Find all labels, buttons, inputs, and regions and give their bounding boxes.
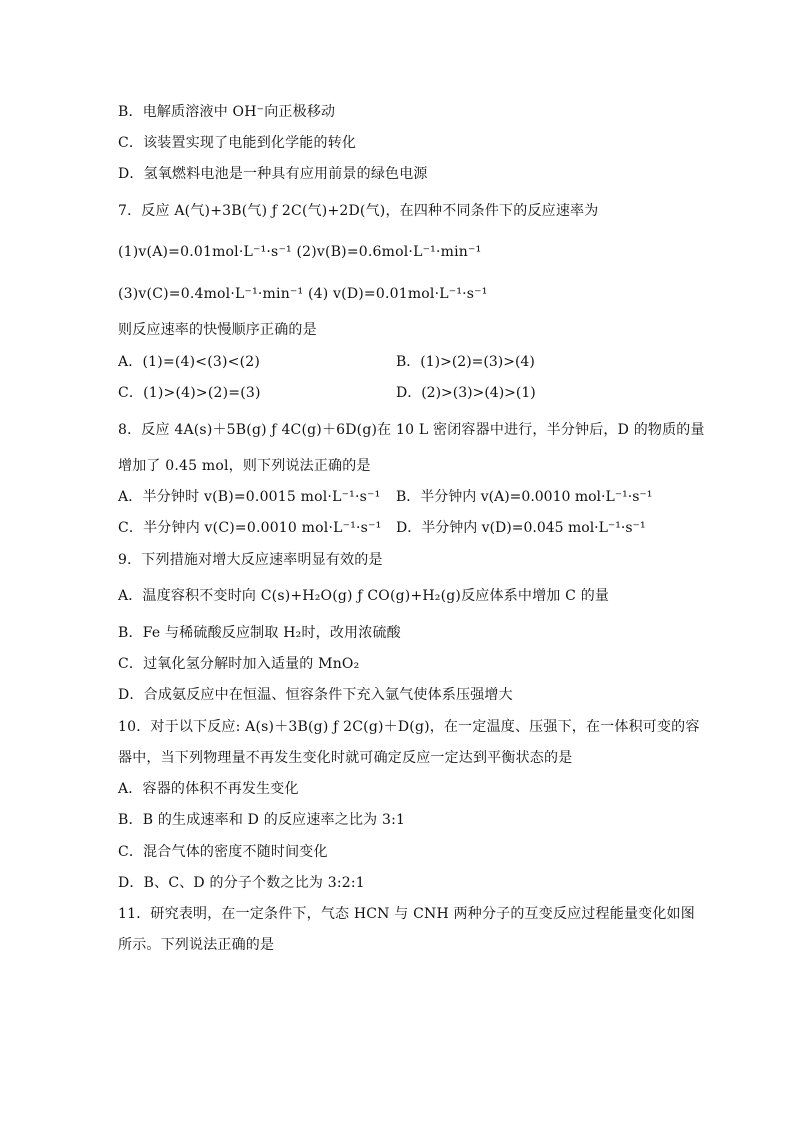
q8-option-c: C．半分钟内 v(C)=0.0010 mol·L⁻¹·s⁻¹ [118, 520, 382, 536]
q8-option-b: B．半分钟内 v(A)=0.0010 mol·L⁻¹·s⁻¹ [396, 489, 653, 505]
q7-option-a: A．(1)=(4)<(3)<(2) [118, 354, 261, 370]
q7-rates-line-1: (1)v(A)=0.01mol·L⁻¹·s⁻¹ (2)v(B)=0.6mol·L⁻¹·min⁻¹ [118, 244, 482, 260]
q7-stem: 7．反应 A(气)+3B(气) ƒ 2C(气)+2D(气)，在四种不同条件下的反应速率为 [118, 203, 599, 219]
q9-option-c: C．过氧化氢分解时加入适量的 MnO₂ [118, 656, 360, 672]
q10-option-c: C．混合气体的密度不随时间变化 [118, 844, 328, 860]
q7-option-c: C．(1)>(4)>(2)=(3) [118, 385, 261, 401]
q7-option-d: D．(2)>(3)>(4)>(1) [396, 385, 536, 401]
q6-option-c: C．该装置实现了电能到化学能的转化 [118, 135, 357, 151]
q8-stem-cont: 增加了 0.45 mol，则下列说法正确的是 [118, 458, 371, 474]
q6-option-b: B．电解质溶液中 OH⁻向正极移动 [118, 104, 336, 120]
q8-option-d: D．半分钟内 v(D)=0.045 mol·L⁻¹·s⁻¹ [396, 520, 646, 536]
q11-stem: 11．研究表明，在一定条件下，气态 HCN 与 CNH 两种分子的互变反应过程能量变化如图 [118, 906, 695, 922]
q6-option-d: D．氢氧燃料电池是一种具有应用前景的绿色电源 [118, 166, 428, 182]
q10-stem: 10．对于以下反应: A(s)＋3B(g) ƒ 2C(g)＋D(g)，在一定温度、压强下，在一体积可变的容 [118, 719, 700, 735]
q7-option-b: B．(1)>(2)=(3)>(4) [396, 354, 535, 370]
q9-option-b: B．Fe 与稀硫酸反应制取 H₂时，改用浓硫酸 [118, 625, 401, 641]
q10-option-d: D．B、C、D 的分子个数之比为 3:2:1 [118, 875, 365, 891]
q9-stem: 9．下列措施对增大反应速率明显有效的是 [118, 552, 383, 568]
q10-option-b: B．B 的生成速率和 D 的反应速率之比为 3:1 [118, 812, 406, 828]
q11-stem-cont: 所示。下列说法正确的是 [118, 937, 275, 953]
q9-option-a: A．温度容积不变时向 C(s)+H₂O(g) ƒ CO(g)+H₂(g)反应体系中增加 C 的量 [118, 588, 610, 604]
q10-stem-cont: 器中，当下列物理量不再发生变化时就可确定反应一定达到平衡状态的是 [118, 750, 573, 766]
q7-rates-line-2: (3)v(C)=0.4mol·L⁻¹·min⁻¹ (4) v(D)=0.01mol·L⁻¹·s⁻¹ [118, 286, 488, 302]
q7-question: 则反应速率的快慢顺序正确的是 [118, 322, 317, 338]
q10-option-a: A．容器的体积不再发生变化 [118, 781, 299, 797]
q8-stem: 8．反应 4A(s)＋5B(g) ƒ 4C(g)＋6D(g)在 10 L 密闭容器中进行，半分钟后，D 的物质的量 [118, 422, 705, 438]
q8-option-a: A．半分钟时 v(B)=0.0015 mol·L⁻¹·s⁻¹ [118, 489, 381, 505]
q9-option-d: D．合成氨反应中在恒温、恒容条件下充入氩气使体系压强增大 [118, 687, 513, 703]
